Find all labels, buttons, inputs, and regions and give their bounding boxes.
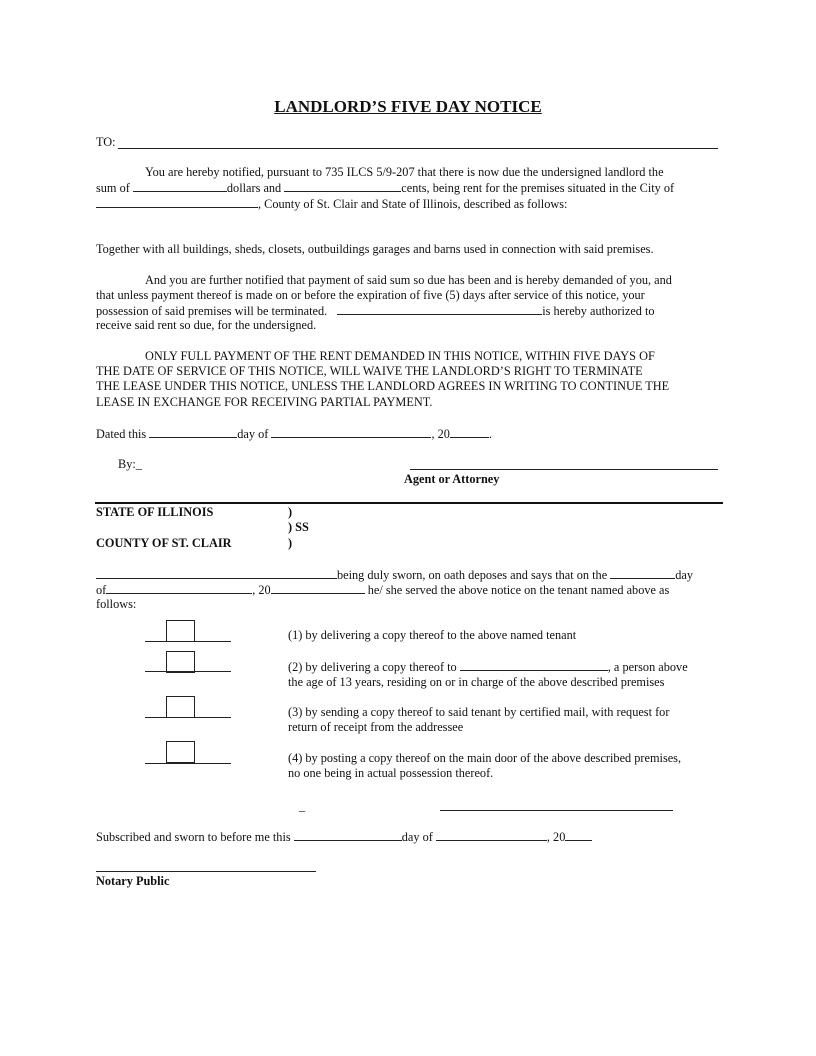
- option-2-line2: the age of 13 years, residing on or in charge of the above described premises: [288, 675, 665, 689]
- county-label: COUNTY OF ST. CLAIR: [96, 536, 232, 550]
- dated-label: Dated this: [96, 427, 150, 441]
- para1-line2: [96, 180, 674, 196]
- terminated-text: possession of said premises will be terminated.: [96, 304, 328, 318]
- notary-month-field[interactable]: [436, 829, 547, 841]
- para2-line3: [96, 303, 655, 319]
- notary-year-prefix: , 20: [546, 830, 566, 844]
- sworn-text: being duly sworn, on oath deposes and says that on the: [337, 568, 611, 582]
- dollars-field[interactable]: [133, 180, 227, 192]
- of-text: of: [96, 583, 107, 597]
- notary-signature-line[interactable]: [96, 871, 316, 872]
- by-label: By:_: [118, 457, 142, 471]
- day-field[interactable]: [149, 426, 237, 438]
- para2-line4: receive said rent so due, for the undersigned.: [96, 318, 317, 332]
- authorized-text: is hereby authorized to: [542, 304, 655, 318]
- option-3-line2: return of receipt from the addressee: [288, 720, 464, 734]
- page-title: LANDLORD’S FIVE DAY NOTICE: [274, 97, 542, 116]
- dollars-label: dollars and: [226, 181, 285, 195]
- service-year-field[interactable]: [271, 582, 365, 594]
- option-1-text: (1) by delivering a copy thereof to the above named tenant: [288, 628, 577, 642]
- para2-line2: that unless payment thereof is made on or before the expiration of five (5) days after service of this notice, your: [96, 288, 645, 302]
- option-1-line: [145, 641, 231, 642]
- warning-line1: ONLY FULL PAYMENT OF THE RENT DEMANDED IN THIS NOTICE, WITHIN FIVE DAYS OF: [145, 349, 655, 363]
- affidavit-line1: [96, 567, 693, 583]
- notary-year-field[interactable]: [565, 829, 592, 841]
- option-3-line: [145, 717, 231, 718]
- para1-line1: You are hereby notified, pursuant to 735 ILCS 5/9-207 that there is now due the undersigned landlord the: [145, 165, 664, 179]
- signature-dash: _: [299, 799, 306, 813]
- to-label: TO:: [96, 135, 116, 149]
- subscribed-text: Subscribed and sworn to before me this: [96, 830, 294, 844]
- option-2-person-field[interactable]: [460, 659, 608, 671]
- affiant-name-field[interactable]: [96, 567, 337, 579]
- option-4-line2: no one being in actual possession thereof.: [288, 766, 494, 780]
- warning-line3: THE LEASE UNDER THIS NOTICE, UNLESS THE LANDLORD AGREES IN WRITING TO CONTINUE THE: [96, 379, 670, 393]
- notary-day-field[interactable]: [294, 829, 402, 841]
- agent-label: Agent or Attorney: [404, 472, 500, 486]
- together-text: Together with all buildings, sheds, closets, outbuildings garages and barns used in connection with said premises.: [96, 242, 654, 256]
- service-day-field[interactable]: [610, 567, 675, 579]
- option-4-line1: (4) by posting a copy thereof on the main door of the above described premises,: [288, 751, 682, 765]
- checkbox-option-1[interactable]: [166, 620, 195, 642]
- cents-label: cents, being rent for the premises situated in the City of: [401, 181, 675, 195]
- cents-field[interactable]: [284, 180, 401, 192]
- affidavit-line2: [96, 582, 669, 598]
- section-divider: [95, 502, 723, 504]
- option-4-line: [145, 763, 231, 764]
- option-2-line1: [288, 659, 688, 675]
- to-field[interactable]: [118, 148, 718, 149]
- year-label: , 20: [431, 427, 450, 441]
- notary-dayof-text: day of: [401, 830, 436, 844]
- para1-line3: [96, 196, 567, 212]
- venue-paren-1: ): [288, 505, 293, 519]
- sum-label: sum of: [96, 181, 133, 195]
- dayof-label: day of: [237, 427, 272, 441]
- year-field[interactable]: [450, 426, 489, 438]
- option-2-text-a: (2) by delivering a copy thereof to: [288, 660, 460, 674]
- option-2-text-b: , a person above: [607, 660, 688, 674]
- year-prefix: , 20: [252, 583, 271, 597]
- para2-line1: And you are further notified that payment of said sum so due has been and is hereby demanded of you, and: [145, 273, 672, 287]
- day-text: day: [675, 568, 693, 582]
- ss-label: ) SS: [288, 520, 309, 534]
- affidavit-line3: follows:: [96, 597, 137, 611]
- agent-signature-line[interactable]: [410, 469, 718, 470]
- checkbox-option-3[interactable]: [166, 696, 195, 718]
- dated-line: [96, 426, 492, 442]
- subscribed-line: [96, 829, 592, 845]
- county-text: , County of St. Clair and State of Illinois, described as follows:: [258, 197, 568, 211]
- service-month-field[interactable]: [106, 582, 252, 594]
- state-label: STATE OF ILLINOIS: [96, 505, 214, 519]
- served-text: he/ she served the above notice on the tenant named above as: [364, 583, 670, 597]
- option-3-line1: (3) by sending a copy thereof to said tenant by certified mail, with request for: [288, 705, 670, 719]
- venue-paren-2: ): [288, 536, 293, 550]
- dated-period: .: [488, 427, 492, 441]
- warning-line2: THE DATE OF SERVICE OF THIS NOTICE, WILL WAIVE THE LANDLORD’S RIGHT TO TERMINATE: [96, 364, 643, 378]
- city-field[interactable]: [96, 196, 258, 208]
- checkbox-option-2[interactable]: [166, 651, 195, 673]
- affiant-signature-line[interactable]: [440, 810, 673, 811]
- checkbox-option-4[interactable]: [166, 741, 195, 763]
- warning-line4: LEASE IN EXCHANGE FOR RECEIVING PARTIAL PAYMENT.: [96, 395, 433, 409]
- authorized-agent-field[interactable]: [337, 303, 542, 315]
- month-field[interactable]: [271, 426, 431, 438]
- option-2-line: [145, 671, 231, 672]
- notary-label: Notary Public: [96, 874, 170, 888]
